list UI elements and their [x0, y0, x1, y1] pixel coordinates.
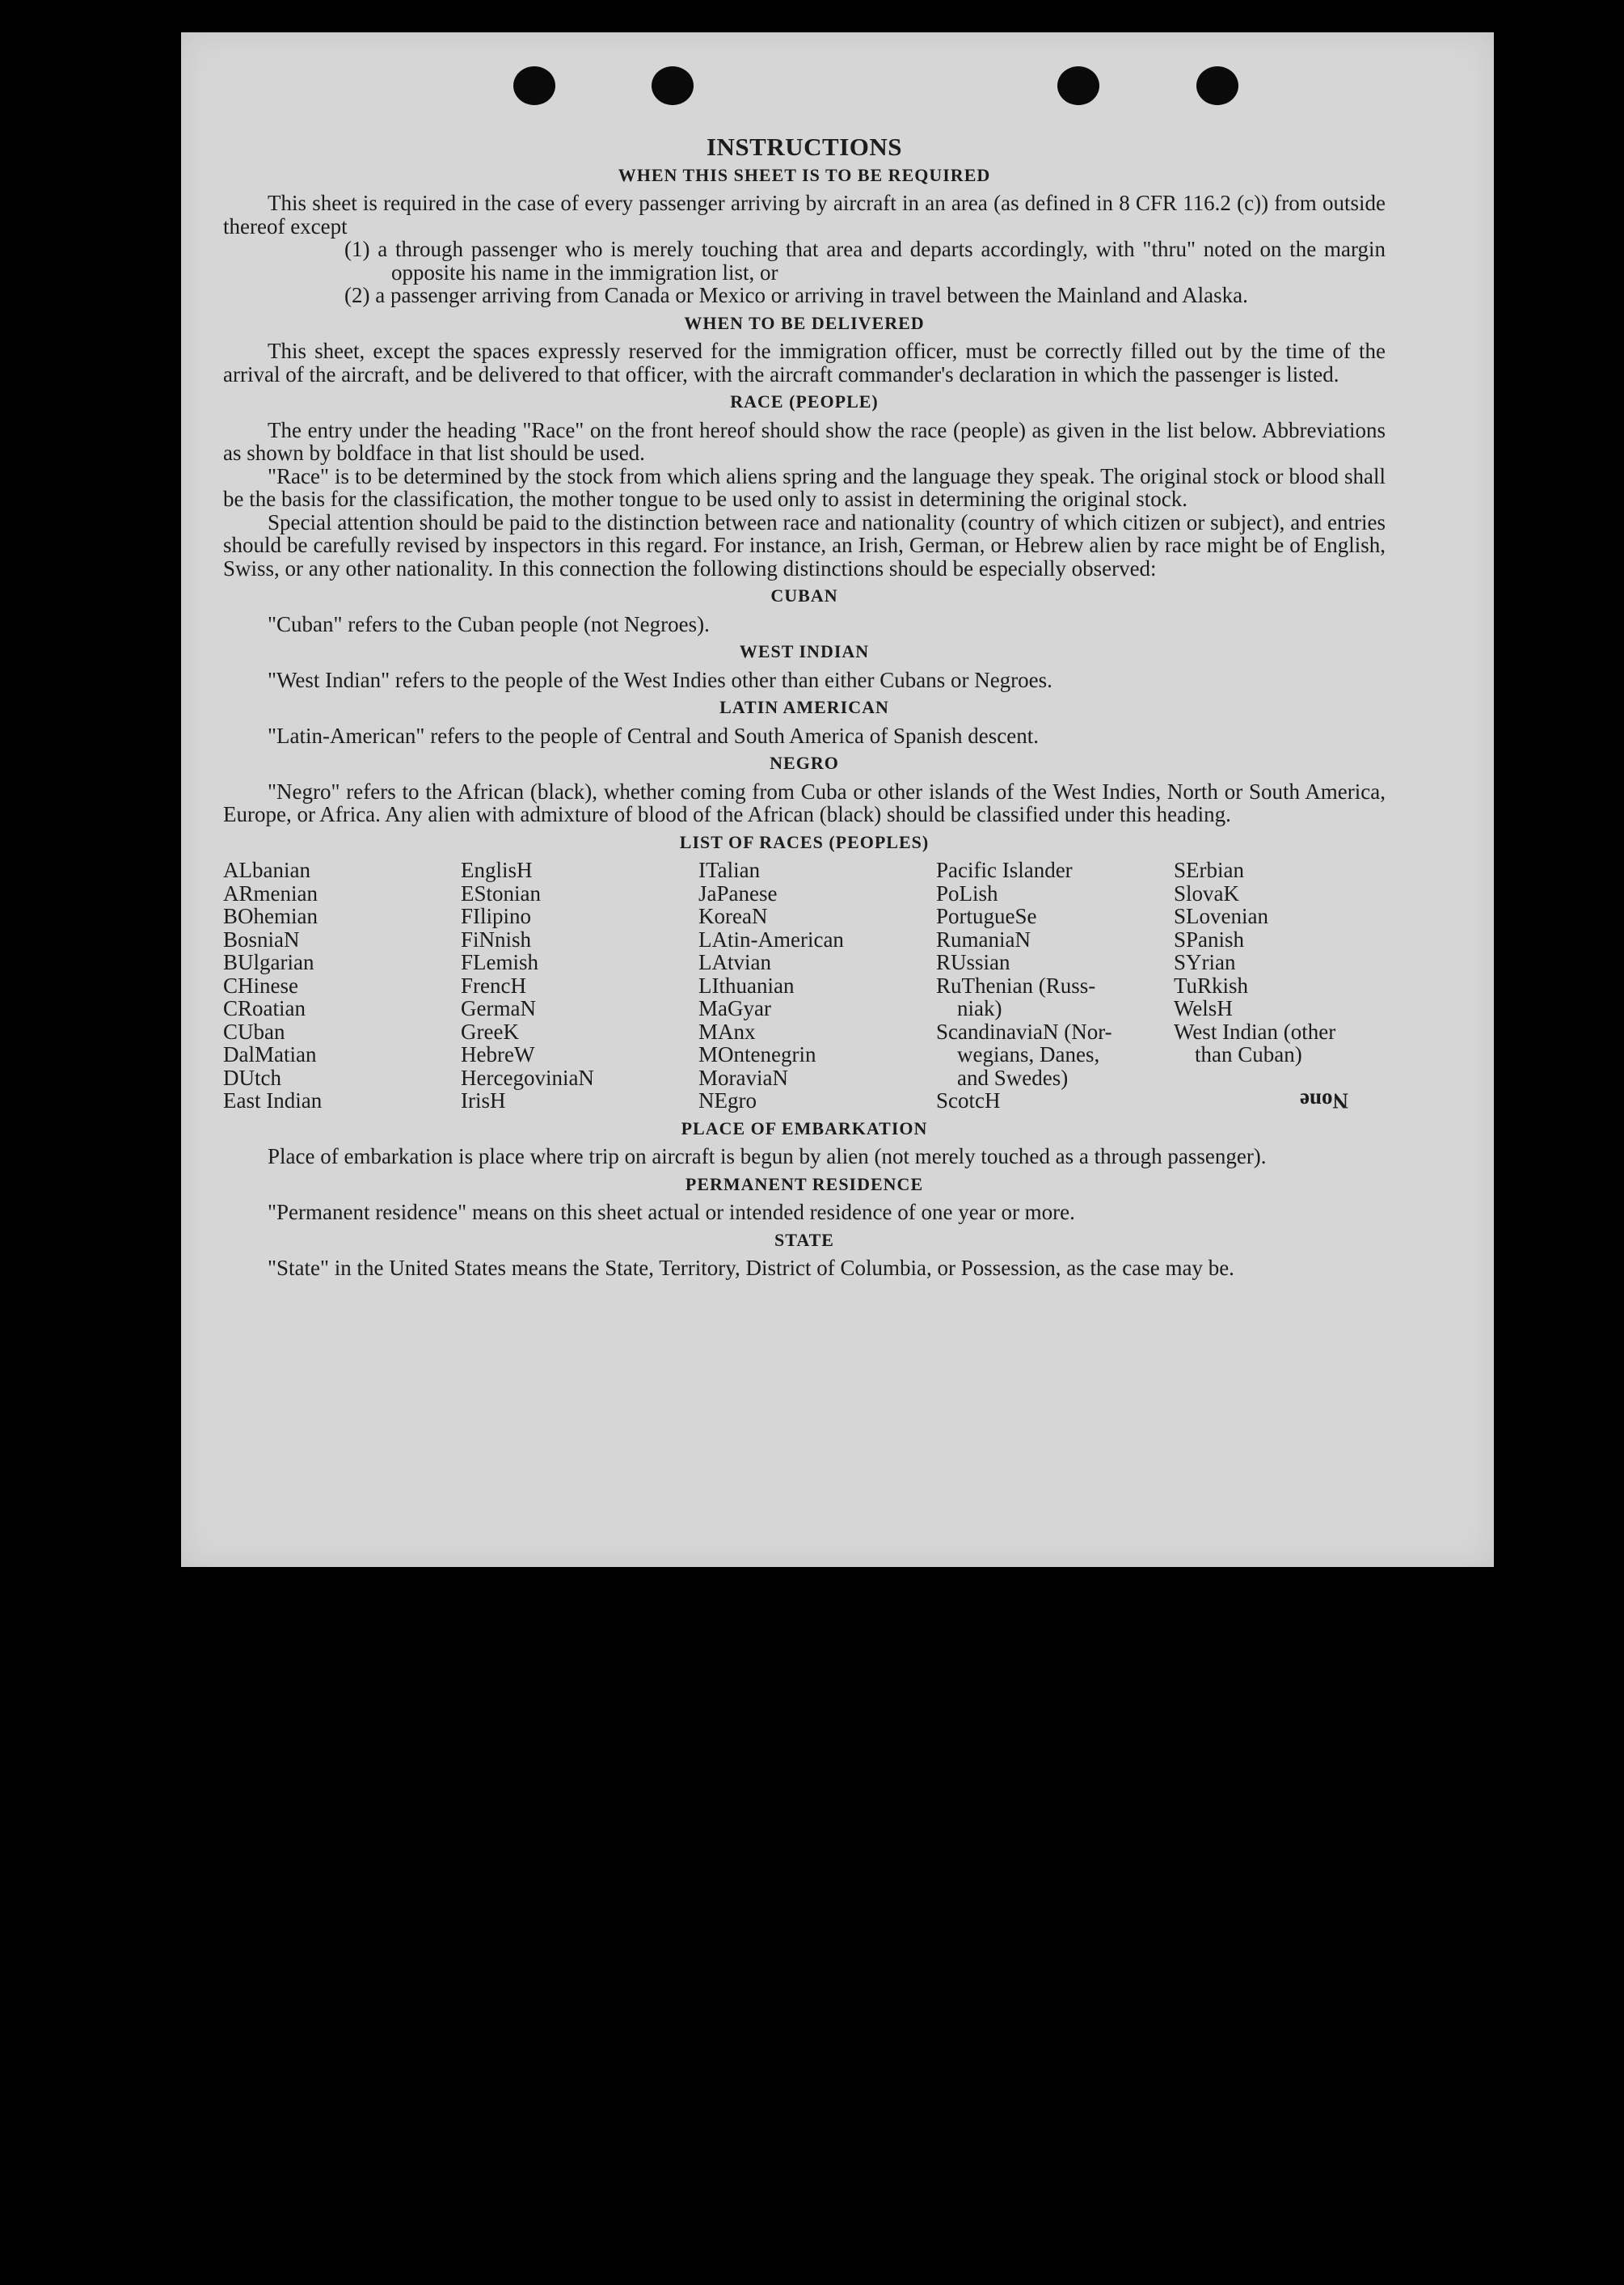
section-heading-negro: NEGRO: [770, 753, 839, 773]
section-heading-state: STATE: [774, 1229, 834, 1250]
punch-hole: [1057, 66, 1099, 105]
exception-item-2: (2) a passenger arriving from Canada or Mexico or arriving in travel between the Mainland and Alaska.: [344, 283, 1248, 307]
race-entry: GreeK: [461, 1019, 519, 1044]
race-entry: JaPanese: [698, 881, 778, 906]
race-entry: MOntenegrin: [698, 1042, 816, 1066]
section-heading-when-delivered: WHEN TO BE DELIVERED: [684, 312, 925, 333]
race-entry: DalMatian: [223, 1042, 317, 1066]
punch-hole: [1196, 66, 1238, 105]
race-entry: SErbian: [1174, 858, 1244, 882]
race-paragraph-2: "Race" is to be determined by the stock from which aliens spring and the language they speak. The original stock or blood shall be the basis for the classification, the mother tongue to be used only to assist in determining the original stock.: [223, 463, 1386, 511]
race-entry-blank: [1174, 1066, 1386, 1090]
race-entry: ScotcH: [936, 1088, 1001, 1113]
races-column-1: [223, 859, 461, 1113]
list-of-races-heading: LIST OF RACES (PEOPLES): [679, 831, 930, 852]
race-entry: KoreaN: [698, 904, 768, 928]
race-entry: FrencH: [461, 973, 526, 998]
race-entry: BUlgarian: [223, 950, 314, 974]
race-entry: SLovenian: [1174, 904, 1268, 928]
west-indian-text: "West Indian" refers to the people of the West Indies other than either Cubans or Negroes.: [268, 667, 1052, 692]
punch-hole: [513, 66, 555, 105]
races-list: [223, 859, 1386, 1113]
race-entry: CUban: [223, 1019, 285, 1044]
race-entry: MAnx: [698, 1019, 756, 1044]
race-entry: East Indian: [223, 1088, 323, 1113]
races-column-3: [698, 859, 936, 1113]
race-entry: MaGyar: [698, 996, 771, 1020]
race-entry: SPanish: [1174, 927, 1245, 952]
race-entry: CHinese: [223, 973, 298, 998]
document-sheet: [181, 32, 1494, 1567]
cuban-text: "Cuban" refers to the Cuban people (not Negroes).: [268, 611, 710, 636]
race-entry-continued: than Cuban): [1195, 1042, 1302, 1066]
race-entry-none: None: [1300, 1088, 1348, 1113]
section-heading-west-indian: WEST INDIAN: [739, 641, 870, 661]
race-entry: RUssian: [936, 950, 1010, 974]
race-entry: CRoatian: [223, 996, 306, 1020]
race-entry: Pacific Islander: [936, 858, 1073, 882]
race-entry: HercegoviniaN: [461, 1065, 594, 1090]
race-entry: DUtch: [223, 1065, 281, 1090]
race-entry: ARmenian: [223, 881, 318, 906]
when-delivered-text: This sheet, except the spaces expressly reserved for the immigration officer, must be correctly filled out by the time of the arrival of the aircraft, and be delivered to that officer, with the aircraft commander's declaration in which the passenger is listed.: [223, 339, 1386, 386]
race-entry: PoLish: [936, 881, 998, 906]
races-column-5: [1174, 859, 1386, 1113]
race-entry: GermaN: [461, 996, 536, 1020]
race-entry: WelsH: [1174, 996, 1233, 1020]
race-entry: MoraviaN: [698, 1065, 788, 1090]
instructions-document: [223, 133, 1386, 1280]
section-heading-permanent-residence: PERMANENT RESIDENCE: [685, 1173, 924, 1194]
race-entry: ALbanian: [223, 858, 310, 882]
race-entry: NEgro: [698, 1088, 757, 1113]
race-entry: EStonian: [461, 881, 541, 906]
races-column-4: [936, 859, 1174, 1113]
race-entry: FLemish: [461, 950, 539, 974]
race-entry: ScandinaviaN (Nor-: [936, 1019, 1112, 1044]
permanent-residence-text: "Permanent residence" means on this sheet actual or intended residence of one year or more.: [268, 1200, 1075, 1224]
race-entry: BosniaN: [223, 927, 300, 952]
race-paragraph-1: The entry under the heading "Race" on the front hereof should show the race (people) as given in the list below. Abbreviations as shown by boldface in that list should be used.: [223, 417, 1386, 465]
state-text: "State" in the United States means the State, Territory, District of Columbia, or Possession, as the case may be.: [268, 1256, 1234, 1280]
race-entry: LAtvian: [698, 950, 771, 974]
races-column-2: [461, 859, 698, 1113]
race-entry: West Indian (other: [1174, 1019, 1336, 1044]
embarkation-text: Place of embarkation is place where trip on aircraft is begun by alien (not merely touched as a through passenger).: [268, 1144, 1267, 1168]
race-entry-continued: niak): [957, 996, 1002, 1020]
race-entry: FiNnish: [461, 927, 532, 952]
race-entry: ITalian: [698, 858, 761, 882]
section-heading-cuban: CUBAN: [770, 585, 838, 606]
race-entry: LAtin-American: [698, 927, 844, 952]
race-entry: LIthuanian: [698, 973, 795, 998]
latin-american-text: "Latin-American" refers to the people of Central and South America of Spanish descent.: [268, 723, 1039, 748]
race-entry: EnglisH: [461, 858, 533, 882]
section-heading-latin-american: LATIN AMERICAN: [719, 697, 889, 717]
race-entry: RumaniaN: [936, 927, 1031, 952]
race-entry: BOhemian: [223, 904, 318, 928]
race-entry: HebreW: [461, 1042, 535, 1066]
punch-hole: [652, 66, 694, 105]
race-entry: FIlipino: [461, 904, 532, 928]
section-heading-embarkation: PLACE OF EMBARKATION: [681, 1117, 928, 1138]
document-title: INSTRUCTIONS: [706, 133, 902, 161]
race-entry: TuRkish: [1174, 973, 1249, 998]
section-heading-when-required: WHEN THIS SHEET IS TO BE REQUIRED: [618, 164, 991, 185]
section-heading-race: RACE (PEOPLE): [730, 391, 879, 412]
exception-item-1: (1) a through passenger who is merely touching that area and departs accordingly, with "thru" noted on the margin opposite his name in the immigration list, or: [344, 237, 1386, 285]
race-entry-continued: and Swedes): [957, 1065, 1069, 1090]
race-paragraph-3: Special attention should be paid to the distinction between race and nationality (country of which citizen or subject), and entries should be carefully revised by inspectors in this regard. For instance, an Irish, German, or Hebrew alien by race might be of English, Swiss, or any other nationality. In this connection the following distinctions should be especially observed:: [223, 509, 1386, 581]
negro-text: "Negro" refers to the African (black), whether coming from Cuba or other islands of the West Indies, North or South America, Europe, or Africa. Any alien with admixture of blood of the African (black) should be classified under this heading.: [223, 779, 1386, 826]
race-entry: SYrian: [1174, 950, 1236, 974]
race-entry: SlovaK: [1174, 881, 1239, 906]
when-required-intro: This sheet is required in the case of every passenger arriving by aircraft in an area (as defined in 8 CFR 116.2 (c)) from outside thereof except: [223, 191, 1386, 239]
race-entry: PortugueSe: [936, 904, 1037, 928]
race-entry: IrisH: [461, 1088, 506, 1113]
race-entry-continued: wegians, Danes,: [957, 1042, 1100, 1066]
race-entry: RuThenian (Russ-: [936, 973, 1096, 998]
